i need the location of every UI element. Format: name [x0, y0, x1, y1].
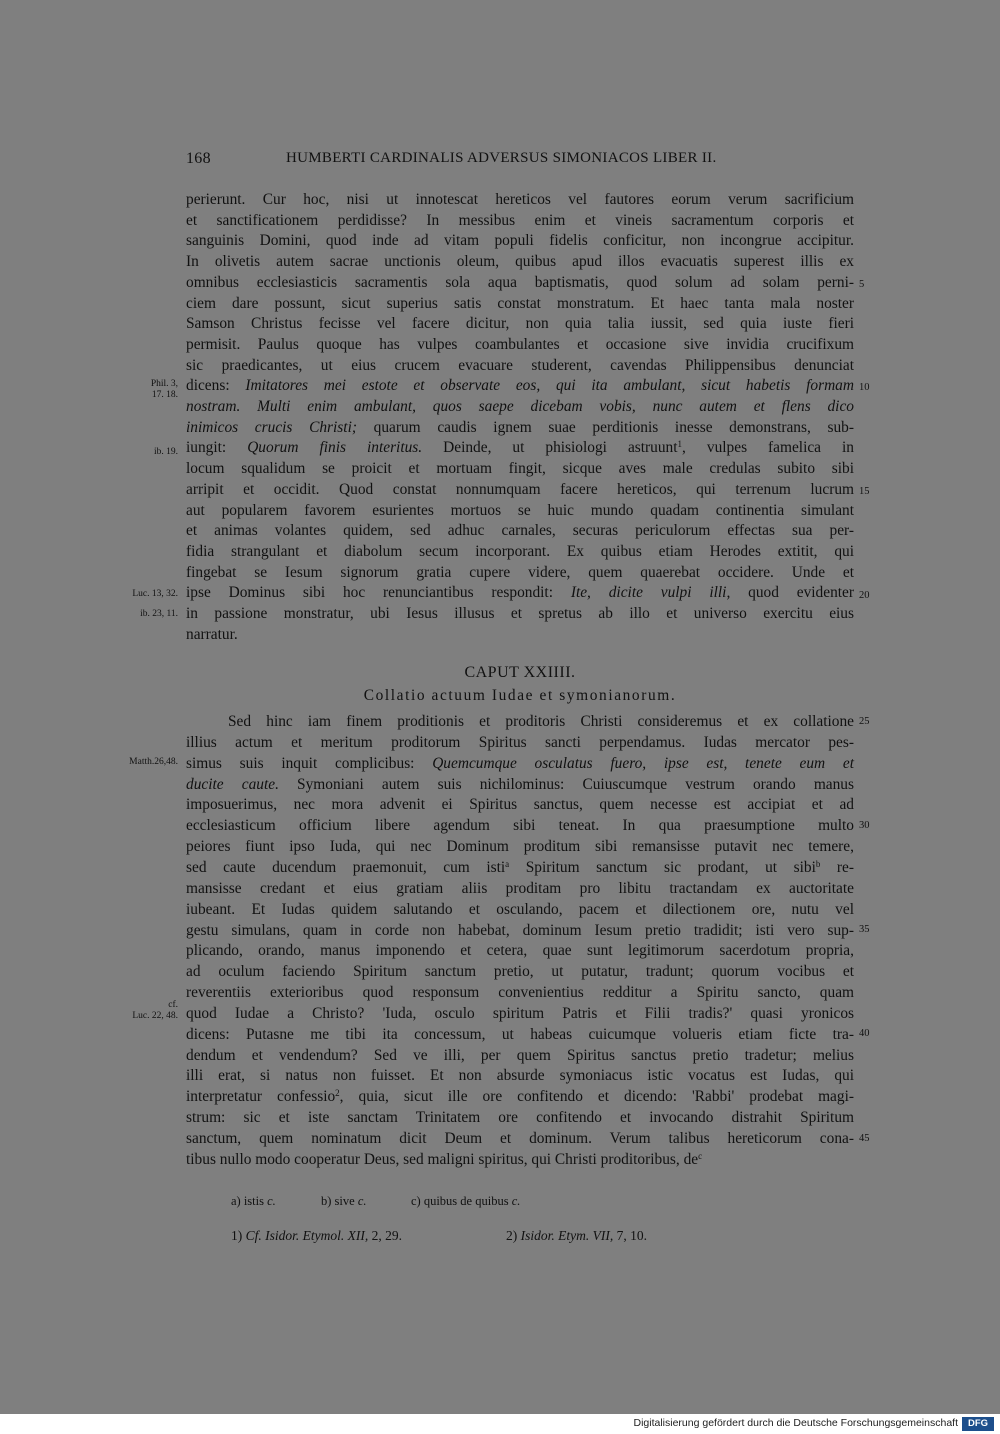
- text-line: illius actum et meritum proditorum Spiritus sancti perpendamus. Iudas mercator pes-: [186, 733, 854, 751]
- text-line: sic praedicantes, ut eius crucem evacuare studerent, cavendas Philippensibus denunciat: [186, 356, 854, 374]
- text-line: gestu simulans, quam in corde non habebat, dominum Iesum pretio tradidit; isti vero sup-: [186, 921, 854, 939]
- text-line: strum: sic et iste sanctam Trinitatem ore confitendo et invocando distrahit Spiritum: [186, 1109, 854, 1127]
- text-line: plicando, orando, manus imponendo et cetera, quae sunt legitimorum sacerdotum propria,: [186, 942, 854, 960]
- source-footnote: 1) Cf. Isidor. Etymol. XII, 2, 29.: [231, 1228, 402, 1243]
- text-line: imposuerimus, nec mora advenit ei Spiritus sanctus, quem necesse est accipiat et ad: [186, 796, 854, 814]
- text-line: sanctum, quem nominatum dicit Deum et dominum. Verum talibus hereticorum cona-: [186, 1130, 854, 1147]
- running-title: HUMBERTI CARDINALIS ADVERSUS SIMONIACOS LIBER II.: [286, 150, 717, 166]
- margin-reference: Matth.26,48.: [129, 757, 178, 767]
- text-line: fingebat se Iesum signorum gratia cupere videre, quem quaerebat occidere. Unde et: [186, 563, 854, 581]
- line-number: 35: [859, 924, 870, 935]
- text-line: nostram. Multi enim ambulant, quos saepe dicebam vobis, nunc autem et flens dico: [186, 398, 854, 415]
- margin-reference: ib. 23, 11.: [140, 609, 178, 619]
- variant-footnote: b) sive c.: [321, 1194, 367, 1208]
- text-line: permisit. Paulus quoque has vulpes coambulantes et occasione sive invidia crucifixum: [186, 335, 854, 353]
- text-line: inimicos crucis Christi; quarum caudis ignem suae perditionis inesse demonstrans, sub-: [186, 418, 854, 436]
- text-line: ipse Dominus sibi hoc renunciantibus respondit: Ite, dicite vulpi illi, quod evidenter: [186, 584, 855, 602]
- text-line: dicens: Imitatores mei estote et observate eos, qui ita ambulant, sicut habetis formam: [186, 377, 854, 395]
- line-number: 40: [859, 1028, 870, 1039]
- text-line: reverentiis exterioribus quod responsum convenientius redditur a Spiritu sancto, quam: [186, 984, 854, 1002]
- text-line: ecclesiasticum officium libere agendum sibi teneat. In qua praesumptione multo: [186, 817, 854, 835]
- text-line: quod Iudae a Christo? 'Iuda, osculo spiritum Patris et Filii tradis?' quasi yronicos: [186, 1004, 854, 1022]
- chapter-heading: CAPUT XXIIII.: [464, 664, 576, 681]
- line-number: 10: [859, 382, 870, 393]
- text-line: et animas volantes quidem, sed adhuc carnales, securas periculorum effectas sua per-: [186, 522, 854, 540]
- text-line: interpretatur confessio$^2$, quia, sicut ille ore confitendo et dicendo: 'Rabbi' prodebat magi-: [186, 1088, 854, 1106]
- digitization-credit-bar: [0, 1414, 1000, 1434]
- source-footnote: 2) Isidor. Etym. VII, 7, 10.: [506, 1228, 647, 1243]
- text-line: illi erat, si natus non fuisset. Et non absurde symoniacus istic vocatus est Iudas, qui: [186, 1067, 854, 1085]
- running-header: [186, 150, 854, 172]
- margin-reference: ib. 19.: [153, 447, 178, 457]
- margin-reference: Phil. 3, 17. 18.: [150, 379, 178, 400]
- variant-footnote: a) istis c.: [231, 1194, 276, 1208]
- text-line: et sanctificationem perdidisse? In messibus enim et vineis sacramentum corporis et: [186, 211, 854, 229]
- line-number: 30: [859, 820, 870, 831]
- text-line: dendum et vendendum? Sed ve illi, per quem Spiritus sanctus pretio tradetur; melius: [186, 1046, 854, 1064]
- text-line: simus suis inquit complicibus: Quemcumque osculatus fuero, ipse est, tenete eum et: [186, 754, 854, 772]
- text-line: tibus nullo modo cooperatur Deus, sed maligni spiritus, qui Christi proditoribus, $de^c$: [186, 1150, 703, 1168]
- line-number: 15: [859, 486, 870, 497]
- text-line: perierunt. Cur hoc, nisi ut innotescat hereticos vel fautores eorum verum sacrificium: [186, 191, 854, 208]
- text-line: in passione monstratur, ubi Iesus illusus et spretus ab illo et universo exercitu eius: [186, 605, 854, 622]
- variant-footnote: c) quibus de quibus c.: [411, 1194, 521, 1208]
- text-line: fidia strangulant et diabolum secum incorporant. Ex quibus etiam Herodes extitit, qui: [186, 542, 854, 560]
- text-line: Sed hinc iam finem proditionis et proditoris Christi consideremus et ex collatione: [228, 713, 854, 730]
- margin-reference: Luc. 13, 32.: [132, 589, 178, 599]
- text-line: arripit et occidit. Quod constat nonnumquam facere hereticos, qui terrenum lucrum: [186, 480, 854, 498]
- text-line: ad oculum faciendo Spiritum sanctum pretio, ut putatur, tradunt; quorum vocibus et: [186, 963, 854, 981]
- text-line: narratur.: [186, 625, 238, 643]
- page-number: 168: [186, 150, 211, 167]
- text-line: locum squalidum se proicit et mortuam fingit, sicque aves male credulas subito sibi: [186, 460, 854, 478]
- line-number: 45: [859, 1133, 870, 1144]
- chapter-subtitle: Collatio actuum Iudae et symonianorum.: [363, 687, 677, 704]
- line-number: 5: [859, 279, 865, 290]
- margin-reference: cf. Luc. 22, 48.: [132, 1000, 178, 1021]
- line-number: 20: [859, 590, 870, 601]
- text-line: In olivetis autem sacrae unctionis oleum, quibus apud illos evacuatis superest illis ex: [186, 253, 854, 271]
- text-line: Samson Christus fecisse vel facere dicitur, non quia talia iussit, sed quia iuste fieri: [186, 315, 854, 333]
- credit-text: Digitalisierung gefördert durch die Deutsche Forschungsgemeinschaft: [633, 1417, 958, 1429]
- text-line: ducite caute. Symoniani autem suis nichilominus: Cuiuscumque vestrum orando manus: [186, 775, 854, 793]
- text-line: mansisse credant et eius gratiam aliis proditam pro libitu tractandam ex auctoritate: [186, 879, 854, 897]
- text-line: peiores fiunt ipso Iuda, qui nec Dominum proditum sibi remansisse putavit nec temere,: [186, 838, 854, 856]
- text-line: omnibus ecclesiasticis sacramentis sola aqua baptismatis, quod solum ad solam perni-: [186, 273, 854, 291]
- text-line: ciem dare possunt, sicut superius satis constat monstratum. Et haec tanta mala noster: [186, 294, 854, 312]
- text-line: iubeant. Et Iudas quidem salutando et osculando, pacem et dilectionem ore, nutu vel: [186, 900, 854, 918]
- text-line: dicens: Putasne me tibi ita concessum, ut habeas cuicumque volueris etiam ficte tra-: [186, 1025, 854, 1043]
- dfg-logo: DFG: [962, 1417, 994, 1431]
- text-line: iungit: Quorum finis interitus. Deinde, ut phisiologi astruunt$^1$, vulpes famelica in: [186, 439, 854, 457]
- text-line: sed caute ducendum praemonuit, cum isti$^a$ Spiritum sanctum sic prodant, ut sibi$^b$ re-: [186, 858, 855, 876]
- text-line: aut popularem favorem esurientes mortuos se huic mundo quadam continentia simulant: [186, 501, 854, 519]
- line-number: 25: [859, 716, 870, 727]
- text-line: sanguinis Domini, quod inde ad vitam populi fidelis conficitur, non incongrue accipitur.: [186, 232, 854, 250]
